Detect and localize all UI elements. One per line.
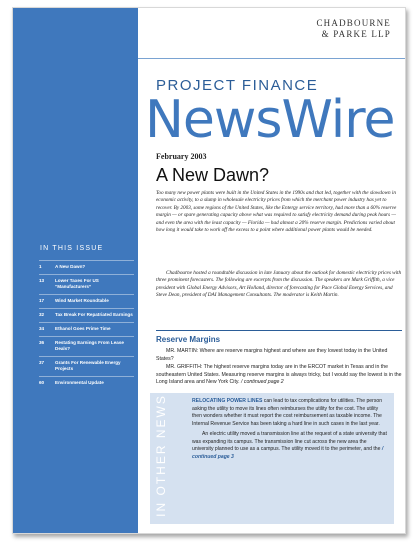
issue-item-title: Environmental Update [55, 380, 104, 385]
other-news-highlight: RELOCATING POWER LINES [192, 398, 263, 404]
other-news-continued-link[interactable]: / continued page 3 [192, 446, 384, 460]
other-news-para-1 [192, 398, 388, 428]
masthead-title: NewsWire [145, 90, 395, 150]
issue-item-title: Tax Break For Repatriated Earnings [55, 312, 133, 317]
qa-answer [156, 364, 402, 387]
logo-line-1: CHADBOURNE [316, 18, 391, 28]
issue-date: February 2003 [156, 152, 207, 161]
issue-item-title: Grants For Renewable Energy Projects [55, 360, 121, 371]
other-news-para-2 [192, 431, 388, 461]
issue-item[interactable] [39, 260, 134, 274]
issue-item[interactable] [39, 376, 134, 390]
firm-logo [316, 18, 391, 40]
section-subhead: Reserve Margins [156, 335, 221, 344]
qa-question: MR. MARTIN: Where are reserve margins highest and where are they lowest today in the United States? [156, 348, 388, 362]
newsletter-page [12, 7, 406, 534]
other-news-box [150, 393, 394, 524]
issue-item-page: 17 [39, 298, 45, 303]
lead-intro-2: Chadbourne hosted a roundtable discussion in late January about the outlook for domestic electricity prices with three prominent forecasters. The following are excerpts from the discussion. The speakers are Mark Griffith, a vice president with Global Energy Advisors, Art Holland, director of forecasting for Pace Global Energy Services, and Steve Dean, president of DAI Management Consultants. The moderator is Keith Martin. [156, 270, 402, 299]
header-divider [138, 58, 405, 59]
issue-item-page: 34 [39, 326, 45, 331]
issue-item[interactable] [39, 274, 134, 294]
section-rule [156, 330, 402, 331]
other-news-para-1-text: can lead to tax complications for utilities. The person asking the utility to move its lines often reimburses the utility for the cost. The utility then wonders whether it must report the cost reimbursement as taxable income. The Internal Revenue Service has been taking a hard line in such cases in the last year. [192, 398, 383, 427]
masthead-kicker: PROJECT FINANCE [156, 77, 319, 94]
lead-headline: A New Dawn? [156, 165, 270, 185]
issue-item[interactable] [39, 356, 134, 376]
issue-item-title: Ethanol Goes Prime Time [55, 326, 111, 331]
other-news-label: IN OTHER NEWS [154, 394, 168, 517]
issue-item-page: 36 [39, 340, 45, 345]
issue-item-page: 37 [39, 360, 45, 365]
issue-item[interactable] [39, 322, 134, 336]
issue-item-page: 1 [39, 264, 42, 269]
qa-answer-text: MR. GRIFFITH: The highest reserve margins today are in the ERCOT market in Texas and in the southeastern United States. Measuring reserve margins is always tricky, but I would say the lowest is in the Long Island area and New York City. [156, 364, 402, 386]
other-news-text [192, 398, 388, 461]
lead-intro: Too many new power plants were built in the United States in the 1990s and that led, together with the slowdown in economic activity, to a slump in wholesale electricity prices from which the merchant power industry has yet to recover. By 2003, some regions of the United States, like the Entergy service territory, had more than a 60% reserve margin — or spare generating capacity above what was required to satisfy electricity demand during peak hours — and even the area with the least capacity — Florida — had almost a 20% reserve margin. Predictions varied about how long it would take to work off the excess to a point where additional power plants would be needed. [156, 190, 397, 234]
sidebar [13, 8, 138, 533]
issue-item[interactable] [39, 308, 134, 322]
in-this-issue-list [39, 260, 134, 390]
logo-line-2: & PARKE LLP [321, 29, 391, 39]
issue-item[interactable] [39, 336, 134, 356]
issue-item-title: A New Dawn? [55, 264, 86, 269]
other-news-para-2-text: An electric utility moved a transmission line at the request of a state university that was expanding its campus. The transmission line cut across the new area the university planned to use as a campus. The utility moved it to the perimeter, and the [192, 431, 387, 452]
issue-item-title: Restating Earnings From Lease Deals? [55, 340, 124, 351]
issue-item-title: Wind Market Roundtable [55, 298, 109, 303]
in-this-issue-title: IN THIS ISSUE [40, 245, 104, 252]
issue-item[interactable] [39, 294, 134, 308]
issue-item-page: 60 [39, 380, 45, 385]
issue-item-title: Lower Taxes For US “Manufacturers” [55, 278, 99, 289]
continued-link[interactable]: / continued page 2 [240, 379, 284, 386]
issue-item-page: 13 [39, 278, 45, 283]
issue-item-page: 32 [39, 312, 45, 317]
